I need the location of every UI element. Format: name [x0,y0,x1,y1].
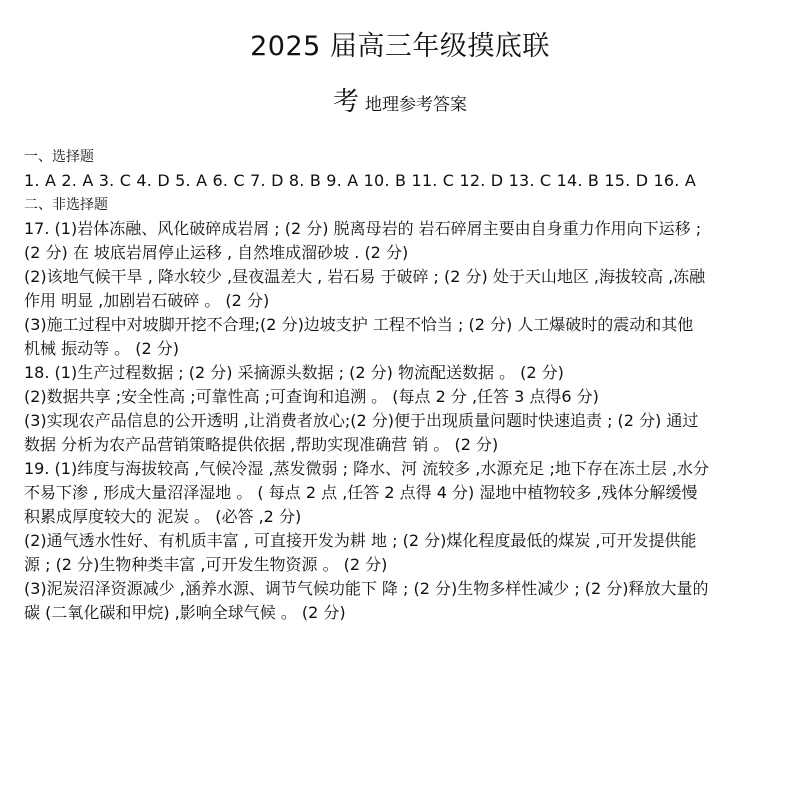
answer-line: 积累成厚度较大的 泥炭 。 (必答 ,2 分) [24,507,302,526]
answer-line: 源 ; (2 分)生物种类丰富 ,可开发生物资源 。 (2 分) [24,555,388,574]
subtitle-exam-char: 考 [332,87,359,117]
answer-line: 不易下渗 , 形成大量沼泽湿地 。 ( 每点 2 点 ,任答 2 点得 4 分) 湿地中植物较多 ,残体分解缓慢 [24,483,698,502]
answer-body [24,145,800,625]
page-subtitle [0,86,800,121]
section-heading-choice: 一、选择题 [24,149,94,165]
answer-line: (3)泥炭沼泽资源减少 ,涵养水源、调节气候功能下 降 ; (2 分)生物多样性减少 ; (2 分)释放大量的 [24,579,709,598]
answer-line: 数据 分析为农产品营销策略提供依据 ,帮助实现准确营 销 。 (2 分) [24,435,499,454]
page-title: 2025 届高三年级摸底联 [250,31,550,62]
answer-line: 18. (1)生产过程数据 ; (2 分) 采摘源头数据 ; (2 分) 物流配送数据 。 (2 分) [24,363,564,382]
answer-line: (2)该地气候干旱 , 降水较少 ,昼夜温差大 , 岩石易 于破碎 ; (2 分) 处于天山地区 ,海拔较高 ,冻融 [24,267,706,286]
answer-line: (2)数据共享 ;安全性高 ;可靠性高 ;可查询和追溯 。 (每点 2 分 ,任答 3 点得6 分) [24,387,599,406]
answer-line: 作用 明显 ,加剧岩石破碎 。 (2 分) [24,291,270,310]
answer-line: (2)通气透水性好、有机质丰富 , 可直接开发为耕 地 ; (2 分)煤化程度最低的煤炭 ,可开发提供能 [24,531,697,550]
subtitle-subject: 地理参考答案 [365,95,467,115]
answer-line: (3)施工过程中对坡脚开挖不合理;(2 分)边坡支护 工程不恰当 ; (2 分) 人工爆破时的震动和其他 [24,315,694,334]
answer-line: (2 分) 在 坡底岩屑停止运移 , 自然堆成溜砂坡 . (2 分) [24,243,409,262]
answer-line: 19. (1)纬度与海拔较高 ,气候冷湿 ,蒸发微弱 ; 降水、河 流较多 ,水源充足 ;地下存在冻土层 ,水分 [24,459,710,478]
answer-line: (3)实现农产品信息的公开透明 ,让消费者放心;(2 分)便于出现质量问题时快速追责 ; (2 分) 通过 [24,411,699,430]
answer-line: 碳 (二氧化碳和甲烷) ,影响全球气候 。 (2 分) [24,603,346,622]
choice-answers: 1. A 2. A 3. C 4. D 5. A 6. C 7. D 8. B 9. A 10. B 11. C 12. D 13. C 14. B 15. D 16. A [24,171,696,190]
answer-line: 17. (1)岩体冻融、风化破碎成岩屑 ; (2 分) 脱离母岩的 岩石碎屑主要由自身重力作用向下运移 ; [24,219,702,238]
section-heading-non-choice: 二、非选择题 [24,197,108,213]
answer-line: 机械 振动等 。 (2 分) [24,339,180,358]
